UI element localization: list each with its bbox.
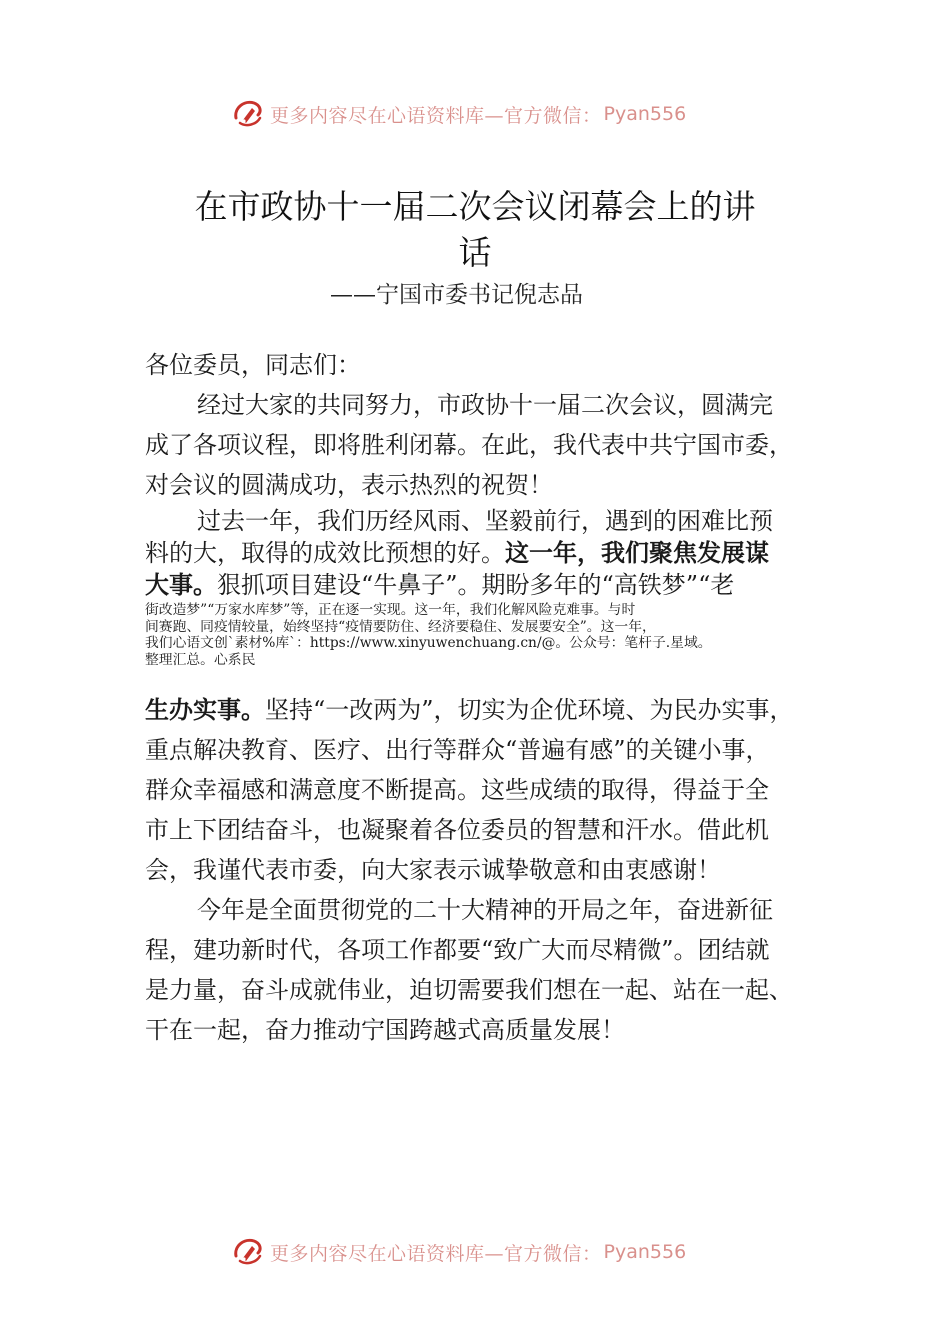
paragraph-line: 经过大家的共同努力，市政协十一届二次会议，圆满完: [197, 391, 773, 419]
paragraph-line: 会，我谨代表市委，向大家表示诚挚敬意和由衷感谢！: [145, 856, 721, 884]
paragraph-line: 今年是全面贯彻党的二十大精神的开局之年，奋进新征: [197, 896, 773, 924]
paragraph-line: [145, 569, 815, 601]
paragraph-line: 市上下团结奋斗，也凝聚着各位委员的智慧和汗水。借此机: [145, 816, 769, 844]
paragraph-emphasis: 生办实事。: [145, 696, 265, 724]
paragraph-line: 过去一年，我们历经风雨、坚毅前行，遇到的困难比预: [197, 507, 773, 535]
title-line-1: 在市政协十一届二次会议闭幕会上的讲: [194, 187, 756, 226]
small-text-line: 我们心语文创`素材%库`：https://www.xinyuwenchuang.cn/@。公众号：笔杆子.星域。: [145, 635, 712, 651]
small-text-line: 间赛跑、同疫情较量，始终坚持“疫情要防住、经济要稳住、发展要安全”。这一年，: [145, 618, 656, 635]
paragraph-line: 群众幸福感和满意度不断提高。这些成绩的取得，得益于全: [145, 776, 769, 804]
pen-nib-swirl-icon: [230, 96, 266, 132]
banner-promo-text: 更多内容尽在心语资料库—官方微信：: [270, 104, 602, 127]
banner-wechat-id: Pyan556: [603, 1241, 687, 1263]
paragraph-text: 狠抓项目建设“牛鼻子”。期盼多年的“高铁梦”“老: [217, 571, 735, 599]
paragraph-line: 重点解决教育、医疗、出行等群众“普遍有感”的关键小事，: [145, 736, 770, 764]
paragraph-emphasis: 这一年，我们聚焦发展谋: [505, 539, 769, 567]
paragraph-text: 坚持“一改两为”，切实为企优环境、为民办实事，: [265, 696, 794, 724]
paragraph-line: 是力量，奋斗成就伟业，迫切需要我们想在一起、站在一起、: [145, 976, 793, 1004]
pen-nib-swirl-icon: [230, 1234, 266, 1270]
small-text-line: 街改造梦”“万家水库梦”等，正在逐一实现。这一年，我们化解风险克难事。与时: [145, 602, 636, 618]
footer-banner: [230, 1232, 686, 1272]
page-title: [0, 184, 950, 276]
small-text-line: 整理汇总。心系民: [145, 651, 256, 668]
salutation: 各位委员，同志们：: [145, 351, 361, 379]
paragraph-line: 程，建功新时代，各项工作都要“致广大而尽精微”。团结就: [145, 936, 770, 964]
document-body: [145, 345, 815, 1050]
title-line-2: 话: [458, 233, 492, 272]
paragraph-line: 对会议的圆满成功，表示热烈的祝贺！: [145, 471, 553, 499]
paragraph-emphasis: 大事。: [145, 571, 217, 599]
page-subtitle: ——宁国市委书记倪志品: [330, 282, 583, 308]
paragraph-line: [145, 690, 815, 730]
paragraph-line: 干在一起，奋力推动宁国跨越式高质量发展！: [145, 1016, 625, 1044]
paragraph-line: 成了各项议程，即将胜利闭幕。在此，我代表中共宁国市委，: [145, 431, 793, 459]
paragraph-line: [145, 537, 815, 569]
banner-wechat-id: Pyan556: [603, 103, 687, 125]
banner-promo-text: 更多内容尽在心语资料库—官方微信：: [270, 1242, 602, 1265]
inserted-small-text: [145, 602, 815, 668]
paragraph-text: 料的大，取得的成效比预想的好。: [145, 539, 505, 567]
header-banner: [230, 94, 686, 134]
